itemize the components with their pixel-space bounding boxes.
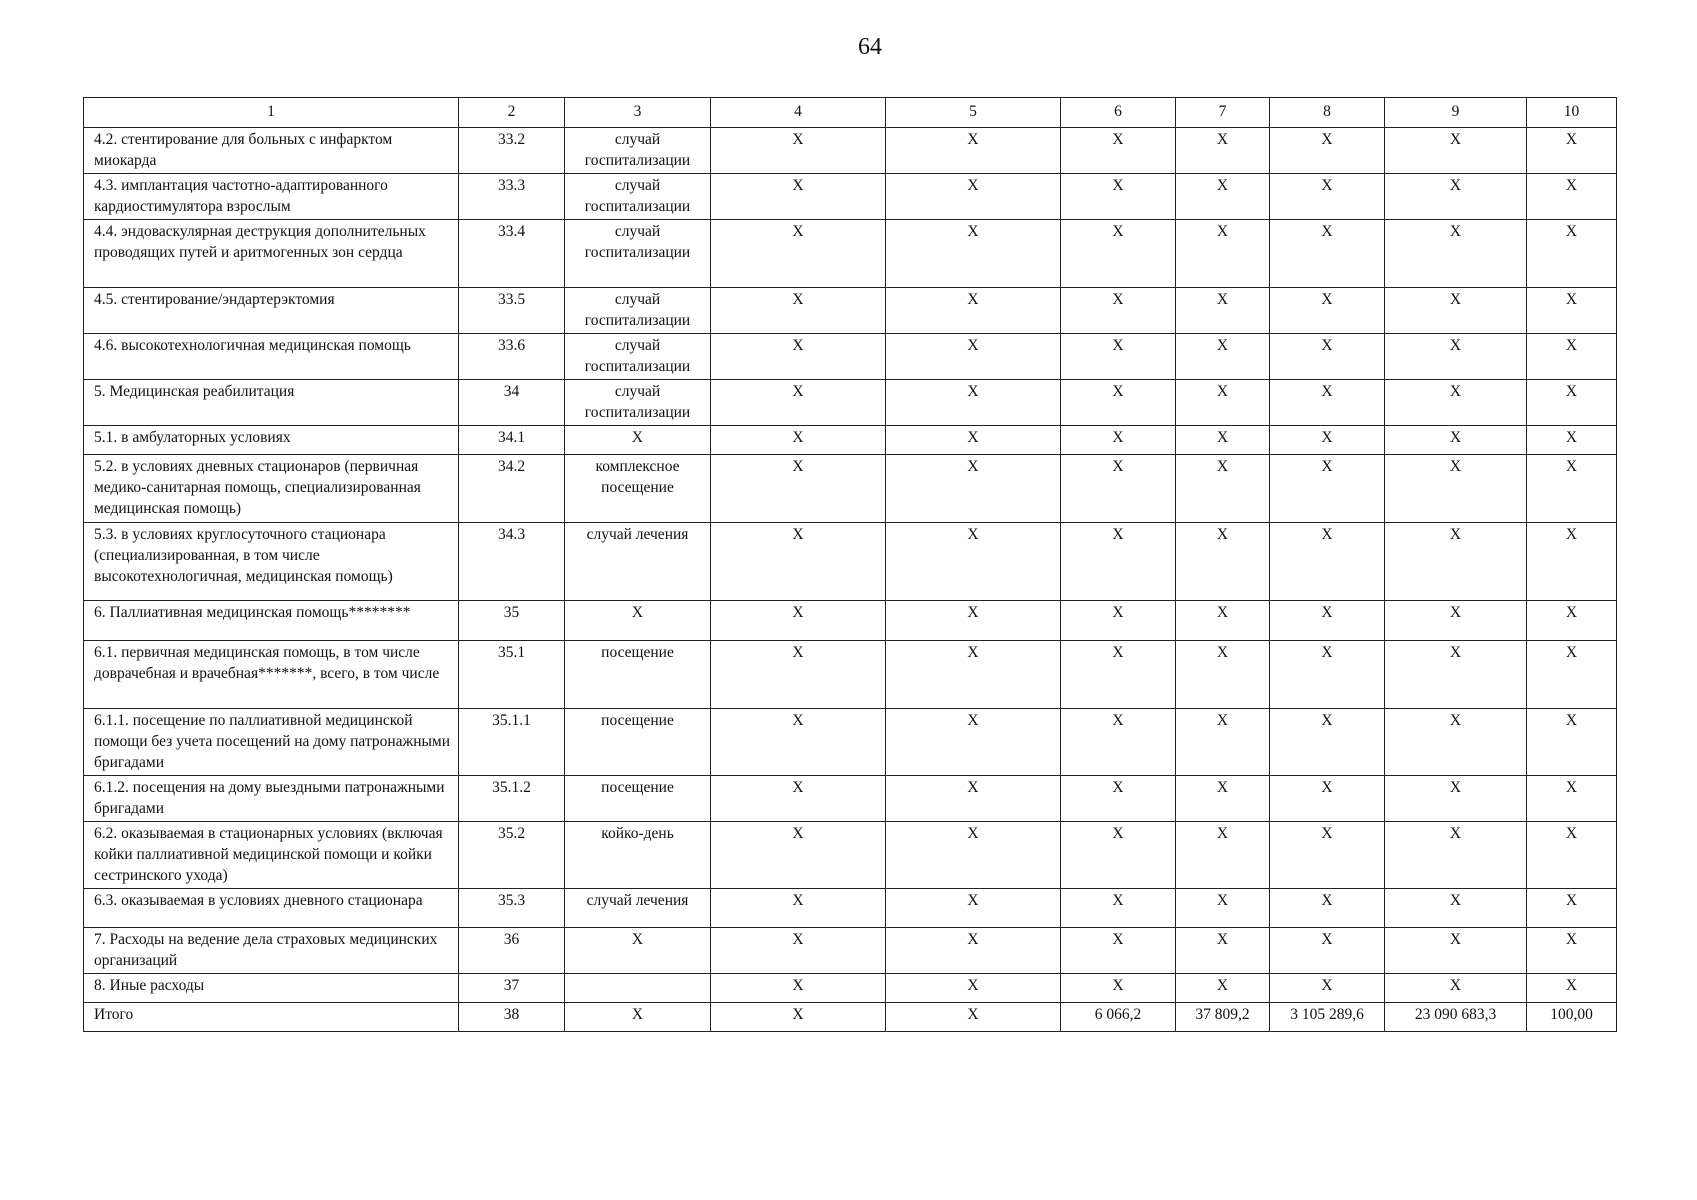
value-cell-c4: X (711, 288, 886, 334)
value-cell-c6: X (1061, 889, 1176, 928)
row-unit-cell: случай госпитализации (565, 128, 711, 174)
header-cell: 6 (1061, 98, 1176, 128)
value-cell-c10: X (1527, 641, 1617, 709)
value-cell-c8: X (1270, 288, 1385, 334)
value-cell-c10: X (1527, 889, 1617, 928)
value-cell-c6: X (1061, 928, 1176, 974)
value-cell-c5: X (886, 601, 1061, 641)
value-cell-c5: X (886, 709, 1061, 776)
page-number: 64 (858, 34, 882, 60)
row-name-cell: 6.1.2. посещения на дому выездными патронажными бригадами (84, 776, 459, 822)
value-cell-c10: X (1527, 928, 1617, 974)
value-cell-c7: X (1176, 128, 1270, 174)
table-row (84, 128, 1617, 174)
value-cell-c5: X (886, 974, 1061, 1003)
value-cell-c4: X (711, 380, 886, 426)
value-cell-c10: X (1527, 974, 1617, 1003)
value-cell-c6: X (1061, 128, 1176, 174)
row-code-cell: 36 (459, 928, 565, 974)
header-cell: 1 (84, 98, 459, 128)
value-cell-c7: X (1176, 380, 1270, 426)
row-code-cell: 34.2 (459, 455, 565, 523)
value-cell-c7: X (1176, 220, 1270, 288)
value-cell-c4: X (711, 455, 886, 523)
value-cell-c7: X (1176, 426, 1270, 455)
value-cell-c6: X (1061, 426, 1176, 455)
row-name-cell: 5.1. в амбулаторных условиях (84, 426, 459, 455)
value-cell-c10: X (1527, 455, 1617, 523)
value-cell-c9: X (1385, 928, 1527, 974)
value-cell-c5: X (886, 380, 1061, 426)
value-cell-c7: X (1176, 974, 1270, 1003)
row-name-cell: 8. Иные расходы (84, 974, 459, 1003)
table-row (84, 641, 1617, 709)
value-cell-c5: X (886, 174, 1061, 220)
table-row (84, 334, 1617, 380)
row-unit-cell: посещение (565, 776, 711, 822)
row-name-cell: 5.3. в условиях круглосуточного стационара (специализированная, в том числе высокотехнологичная, медицинская помощь) (84, 523, 459, 601)
value-cell-c4: X (711, 220, 886, 288)
table-row (84, 709, 1617, 776)
value-cell-c4: X (711, 601, 886, 641)
value-cell-c9: X (1385, 974, 1527, 1003)
header-cell: 10 (1527, 98, 1617, 128)
row-name-cell: 5. Медицинская реабилитация (84, 380, 459, 426)
value-cell-c9: X (1385, 523, 1527, 601)
row-name-cell: 4.6. высокотехнологичная медицинская помощь (84, 334, 459, 380)
row-code-cell: 34.1 (459, 426, 565, 455)
row-name-cell: 7. Расходы на ведение дела страховых медицинских организаций (84, 928, 459, 974)
value-cell-c8: X (1270, 641, 1385, 709)
value-cell-c4: X (711, 709, 886, 776)
value-cell-c7: X (1176, 641, 1270, 709)
value-cell-c6: X (1061, 334, 1176, 380)
value-cell-c8: X (1270, 523, 1385, 601)
value-cell-c9: X (1385, 426, 1527, 455)
value-cell-c7: X (1176, 928, 1270, 974)
value-cell-c6: X (1061, 601, 1176, 641)
row-code-cell: 35 (459, 601, 565, 641)
value-cell-c10: X (1527, 288, 1617, 334)
row-code-cell: 35.1 (459, 641, 565, 709)
value-cell-c7: X (1176, 523, 1270, 601)
row-code-cell: 38 (459, 1003, 565, 1032)
value-cell-c9: X (1385, 128, 1527, 174)
row-name-cell: 4.3. имплантация частотно-адаптированного кардиостимулятора взрослым (84, 174, 459, 220)
value-cell-c10: X (1527, 776, 1617, 822)
value-cell-c9: X (1385, 455, 1527, 523)
value-cell-c10: X (1527, 601, 1617, 641)
value-cell-c4: X (711, 1003, 886, 1032)
value-cell-c5: X (886, 334, 1061, 380)
value-cell-c7: X (1176, 455, 1270, 523)
header-cell: 9 (1385, 98, 1527, 128)
value-cell-c8: X (1270, 709, 1385, 776)
value-cell-c4: X (711, 426, 886, 455)
value-cell-c4: X (711, 641, 886, 709)
value-cell-c5: X (886, 776, 1061, 822)
value-cell-c4: X (711, 776, 886, 822)
value-cell-c9: X (1385, 334, 1527, 380)
value-cell-c5: X (886, 523, 1061, 601)
row-name-cell: 6.1.1. посещение по паллиативной медицинской помощи без учета посещений на дому патронажными бригадами (84, 709, 459, 776)
value-cell-c7: 37 809,2 (1176, 1003, 1270, 1032)
value-cell-c4: X (711, 128, 886, 174)
value-cell-c6: X (1061, 776, 1176, 822)
table-row (84, 889, 1617, 928)
row-unit-cell: случай госпитализации (565, 334, 711, 380)
header-cell: 5 (886, 98, 1061, 128)
value-cell-c5: X (886, 928, 1061, 974)
value-cell-c8: 3 105 289,6 (1270, 1003, 1385, 1032)
table-row (84, 601, 1617, 641)
row-unit-cell: случай лечения (565, 523, 711, 601)
value-cell-c5: X (886, 220, 1061, 288)
row-name-cell: 4.5. стентирование/эндартерэктомия (84, 288, 459, 334)
value-cell-c6: X (1061, 641, 1176, 709)
value-cell-c9: X (1385, 889, 1527, 928)
header-cell: 7 (1176, 98, 1270, 128)
value-cell-c9: X (1385, 776, 1527, 822)
value-cell-c8: X (1270, 974, 1385, 1003)
row-unit-cell: посещение (565, 709, 711, 776)
row-code-cell: 34 (459, 380, 565, 426)
row-unit-cell: комплексное посещение (565, 455, 711, 523)
value-cell-c10: X (1527, 380, 1617, 426)
value-cell-c4: X (711, 889, 886, 928)
value-cell-c5: X (886, 889, 1061, 928)
data-table (83, 97, 1617, 1032)
row-code-cell: 33.5 (459, 288, 565, 334)
value-cell-c7: X (1176, 334, 1270, 380)
value-cell-c10: 100,00 (1527, 1003, 1617, 1032)
value-cell-c5: X (886, 641, 1061, 709)
value-cell-c9: X (1385, 220, 1527, 288)
row-unit-cell: случай госпитализации (565, 380, 711, 426)
table-row (84, 822, 1617, 889)
value-cell-c9: X (1385, 174, 1527, 220)
value-cell-c8: X (1270, 220, 1385, 288)
value-cell-c7: X (1176, 288, 1270, 334)
value-cell-c9: X (1385, 641, 1527, 709)
row-name-cell: 4.4. эндоваскулярная деструкция дополнительных проводящих путей и аритмогенных зон сердца (84, 220, 459, 288)
value-cell-c4: X (711, 523, 886, 601)
row-unit-cell: случай госпитализации (565, 174, 711, 220)
value-cell-c8: X (1270, 174, 1385, 220)
row-code-cell: 33.3 (459, 174, 565, 220)
table-row (84, 455, 1617, 523)
row-code-cell: 34.3 (459, 523, 565, 601)
row-code-cell: 35.2 (459, 822, 565, 889)
value-cell-c8: X (1270, 928, 1385, 974)
row-name-cell: 6.1. первичная медицинская помощь, в том числе доврачебная и врачебная*******, всего, в том числе (84, 641, 459, 709)
row-unit-cell: посещение (565, 641, 711, 709)
value-cell-c5: X (886, 455, 1061, 523)
value-cell-c9: X (1385, 822, 1527, 889)
value-cell-c6: X (1061, 455, 1176, 523)
row-unit-cell: X (565, 1003, 711, 1032)
value-cell-c8: X (1270, 889, 1385, 928)
table-row (84, 974, 1617, 1003)
value-cell-c6: X (1061, 709, 1176, 776)
value-cell-c7: X (1176, 822, 1270, 889)
value-cell-c4: X (711, 334, 886, 380)
row-unit-cell: койко-день (565, 822, 711, 889)
table-row (84, 523, 1617, 601)
header-row (84, 98, 1617, 128)
table-row (84, 380, 1617, 426)
value-cell-c10: X (1527, 128, 1617, 174)
header-cell: 8 (1270, 98, 1385, 128)
row-code-cell: 33.6 (459, 334, 565, 380)
value-cell-c6: X (1061, 523, 1176, 601)
row-name-cell: 5.2. в условиях дневных стационаров (первичная медико-санитарная помощь, специализированная медицинская помощь) (84, 455, 459, 523)
value-cell-c9: X (1385, 709, 1527, 776)
value-cell-c10: X (1527, 523, 1617, 601)
value-cell-c7: X (1176, 174, 1270, 220)
header-cell: 2 (459, 98, 565, 128)
value-cell-c5: X (886, 288, 1061, 334)
table-row (84, 426, 1617, 455)
row-code-cell: 33.2 (459, 128, 565, 174)
value-cell-c7: X (1176, 709, 1270, 776)
table-row (84, 174, 1617, 220)
table-row (84, 1003, 1617, 1032)
value-cell-c8: X (1270, 426, 1385, 455)
row-name-cell: 6.2. оказываемая в стационарных условиях (включая койки паллиативной медицинской помощи и койки сестринского ухода) (84, 822, 459, 889)
row-code-cell: 35.1.1 (459, 709, 565, 776)
value-cell-c7: X (1176, 601, 1270, 641)
row-code-cell: 35.1.2 (459, 776, 565, 822)
value-cell-c6: X (1061, 174, 1176, 220)
header-cell: 3 (565, 98, 711, 128)
value-cell-c10: X (1527, 334, 1617, 380)
row-unit-cell: случай госпитализации (565, 288, 711, 334)
table-row (84, 220, 1617, 288)
value-cell-c4: X (711, 974, 886, 1003)
value-cell-c6: X (1061, 220, 1176, 288)
row-name-cell: 6. Паллиативная медицинская помощь******** (84, 601, 459, 641)
value-cell-c10: X (1527, 426, 1617, 455)
value-cell-c4: X (711, 928, 886, 974)
row-code-cell: 33.4 (459, 220, 565, 288)
value-cell-c7: X (1176, 776, 1270, 822)
value-cell-c8: X (1270, 776, 1385, 822)
table-row (84, 928, 1617, 974)
value-cell-c5: X (886, 128, 1061, 174)
row-name-cell: Итого (84, 1003, 459, 1032)
value-cell-c8: X (1270, 455, 1385, 523)
header-cell: 4 (711, 98, 886, 128)
row-unit-cell: случай госпитализации (565, 220, 711, 288)
value-cell-c6: X (1061, 380, 1176, 426)
value-cell-c9: X (1385, 380, 1527, 426)
row-code-cell: 37 (459, 974, 565, 1003)
value-cell-c8: X (1270, 822, 1385, 889)
row-name-cell: 4.2. стентирование для больных с инфарктом миокарда (84, 128, 459, 174)
value-cell-c10: X (1527, 709, 1617, 776)
value-cell-c9: 23 090 683,3 (1385, 1003, 1527, 1032)
row-unit-cell: случай лечения (565, 889, 711, 928)
value-cell-c6: X (1061, 822, 1176, 889)
table-row (84, 288, 1617, 334)
value-cell-c4: X (711, 174, 886, 220)
value-cell-c8: X (1270, 334, 1385, 380)
value-cell-c6: X (1061, 288, 1176, 334)
value-cell-c8: X (1270, 128, 1385, 174)
row-code-cell: 35.3 (459, 889, 565, 928)
value-cell-c5: X (886, 822, 1061, 889)
row-unit-cell (565, 974, 711, 1003)
value-cell-c8: X (1270, 601, 1385, 641)
value-cell-c6: X (1061, 974, 1176, 1003)
value-cell-c7: X (1176, 889, 1270, 928)
table-row (84, 776, 1617, 822)
row-unit-cell: X (565, 928, 711, 974)
row-name-cell: 6.3. оказываемая в условиях дневного стационара (84, 889, 459, 928)
value-cell-c10: X (1527, 220, 1617, 288)
value-cell-c9: X (1385, 288, 1527, 334)
table-body (84, 128, 1617, 1032)
value-cell-c6: 6 066,2 (1061, 1003, 1176, 1032)
value-cell-c9: X (1385, 601, 1527, 641)
value-cell-c10: X (1527, 822, 1617, 889)
value-cell-c10: X (1527, 174, 1617, 220)
value-cell-c4: X (711, 822, 886, 889)
row-unit-cell: X (565, 601, 711, 641)
row-unit-cell: X (565, 426, 711, 455)
value-cell-c5: X (886, 426, 1061, 455)
value-cell-c5: X (886, 1003, 1061, 1032)
value-cell-c8: X (1270, 380, 1385, 426)
